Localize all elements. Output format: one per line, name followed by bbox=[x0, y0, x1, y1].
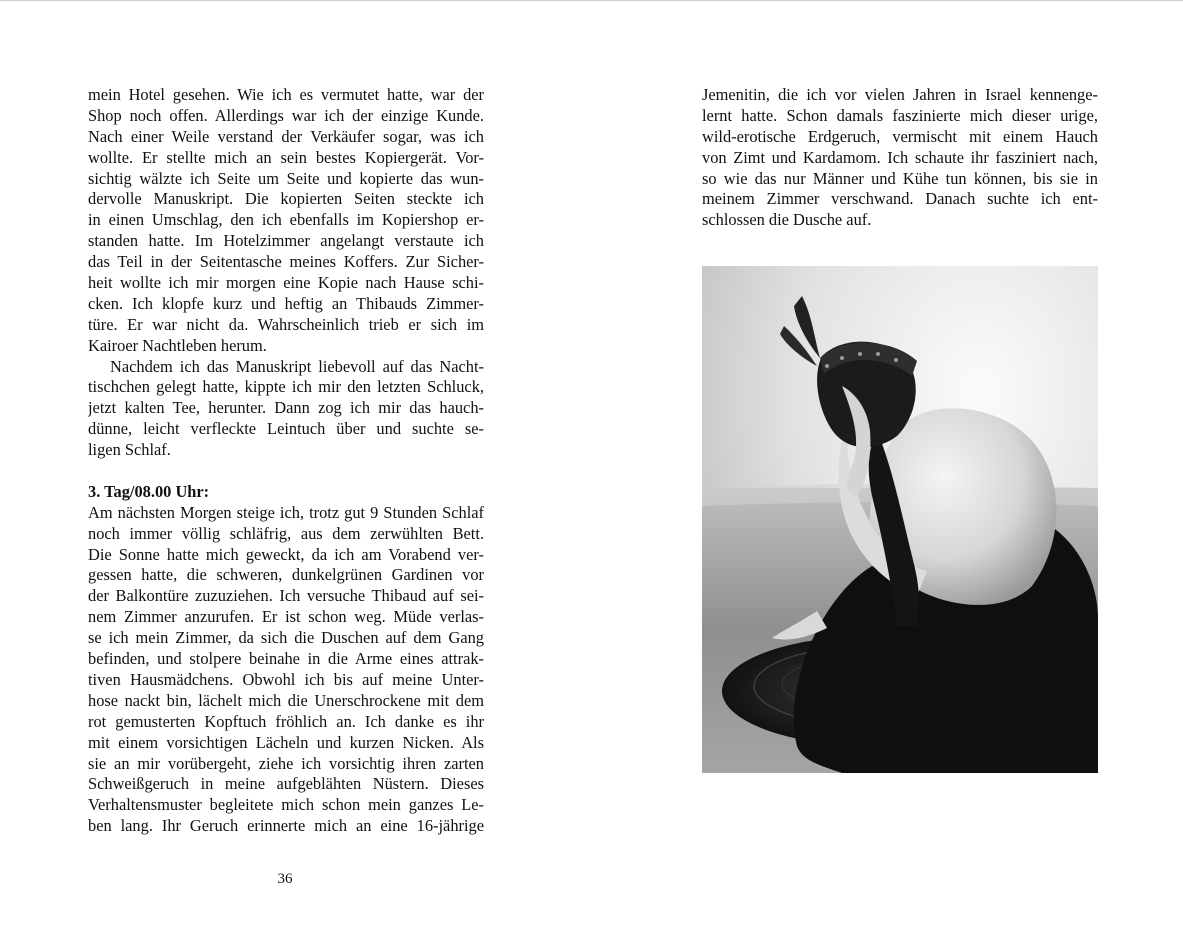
text-line: sichtig wälzte ich Seite um Seite und kopierte das wun- bbox=[88, 168, 484, 188]
photograph bbox=[702, 266, 1098, 773]
text-line: das Teil in der Seitentasche meines Koffers. Zur Sicher- bbox=[88, 252, 484, 272]
text-line: der Balkontüre zuzuziehen. Ich versuche Thibaud auf sei- bbox=[88, 586, 484, 606]
text-line: Kairoer Nachtleben herum. bbox=[88, 335, 267, 355]
text-line: mit einem vorsichtigen Lächeln und kurzen Nicken. Als bbox=[88, 732, 484, 752]
left-page bbox=[0, 0, 591, 925]
text-line: standen hatte. Im Hotelzimmer angelangt verstaute ich bbox=[88, 231, 484, 251]
right-page-text bbox=[702, 85, 1098, 231]
right-page bbox=[591, 0, 1183, 925]
text-line: Nach einer Weile verstand der Verkäufer sogar, was ich bbox=[88, 126, 484, 146]
text-line: jetzt kalten Tee, herunter. Dann zog ich mir das hauch- bbox=[88, 398, 484, 418]
text-line: rot gemusterten Kopftuch fröhlich an. Ich danke es ihr bbox=[88, 711, 484, 731]
text-line: schlossen die Dusche auf. bbox=[702, 210, 872, 230]
text-line: wollte. Er stellte mich an sein bestes Kopiergerät. Vor- bbox=[88, 147, 484, 167]
text-line: Jemenitin, die ich vor vielen Jahren in Israel kennenge- bbox=[702, 85, 1098, 104]
text-line: meinem Zimmer verschwand. Danach suchte ich ent- bbox=[702, 189, 1098, 209]
paragraph-3 bbox=[88, 503, 484, 837]
paragraph-spacer bbox=[88, 461, 484, 482]
text-line: befinden, und stolpere beinahe in die Arme eines attrak- bbox=[88, 649, 484, 669]
text-line: tiven Hausmädchens. Obwohl ich bis auf meine Unter- bbox=[88, 669, 484, 689]
text-line: von Zimt und Kardamom. Ich schaute ihr fasziniert nach, bbox=[702, 147, 1098, 167]
text-line: Die Sonne hatte mich geweckt, da ich am Vorabend ver- bbox=[88, 544, 484, 564]
text-line: türe. Er war nicht da. Wahrscheinlich trieb er sich im bbox=[88, 314, 484, 334]
paragraph-continued bbox=[702, 85, 1098, 231]
text-line: mein Hotel gesehen. Wie ich es vermutet hatte, war der bbox=[88, 85, 484, 104]
text-line: heit wollte ich mir morgen eine Kopie nach Hause schi- bbox=[88, 273, 484, 293]
text-line: gessen hatte, die schweren, dunkelgrünen Gardinen vor bbox=[88, 565, 484, 585]
paragraph-1 bbox=[88, 85, 484, 357]
page-number: 36 bbox=[277, 871, 293, 887]
text-line: lernt hatte. Schon damals faszinierte mich dieser urige, bbox=[702, 105, 1098, 125]
left-page-text bbox=[88, 85, 484, 837]
text-line: cken. Ich klopfe kurz und heftig an Thibauds Zimmer- bbox=[88, 293, 484, 313]
photograph-illustration bbox=[702, 266, 1098, 773]
text-line: ben lang. Ihr Geruch erinnerte mich an eine 16-jährige bbox=[88, 816, 484, 836]
text-line: in einen Umschlag, den ich ebenfalls im Kopiershop er- bbox=[88, 210, 484, 230]
section-heading: 3. Tag/08.00 Uhr: bbox=[88, 481, 210, 501]
text-line: wild-erotische Erdgeruch, vermischt mit einem Hauch bbox=[702, 126, 1098, 146]
text-line: dervolle Manuskript. Die kopierten Seiten steckte ich bbox=[88, 189, 484, 209]
text-line: se ich mein Zimmer, da sich die Duschen auf dem Gang bbox=[88, 628, 484, 648]
paragraph-2 bbox=[88, 357, 484, 461]
text-line: Shop noch offen. Allerdings war ich der einzige Kunde. bbox=[88, 105, 484, 125]
text-line: dünne, leicht verfleckte Leintuch über und suchte se- bbox=[88, 419, 484, 439]
text-line: hose nackt bin, lächelt mich die Unerschrockene mit dem bbox=[88, 690, 484, 710]
text-line: sie an mir vorübergeht, ziehe ich vorsichtig ihren zarten bbox=[88, 753, 484, 773]
text-line: nem Zimmer anzurufen. Er ist schon weg. Müde verlas- bbox=[88, 607, 484, 627]
text-line: Verhaltensmuster begleitete mich schon mein ganzes Le- bbox=[88, 795, 484, 815]
text-line: Am nächsten Morgen steige ich, trotz gut 9 Stunden Schlaf bbox=[88, 502, 484, 522]
text-line: noch immer völlig schläfrig, aus dem zerwühlten Bett. bbox=[88, 523, 484, 543]
text-line: tischchen gelegt hatte, kippte ich mir den letzten Schluck, bbox=[88, 377, 484, 397]
text-line: ligen Schlaf. bbox=[88, 440, 171, 460]
text-line: Nachdem ich das Manuskript liebevoll auf das Nacht- bbox=[110, 356, 484, 376]
text-line: Schweißgeruch in meine aufgeblähten Nüstern. Dieses bbox=[88, 774, 484, 794]
text-line: so wie das nur Männer und Kühe tun können, bis sie in bbox=[702, 168, 1098, 188]
